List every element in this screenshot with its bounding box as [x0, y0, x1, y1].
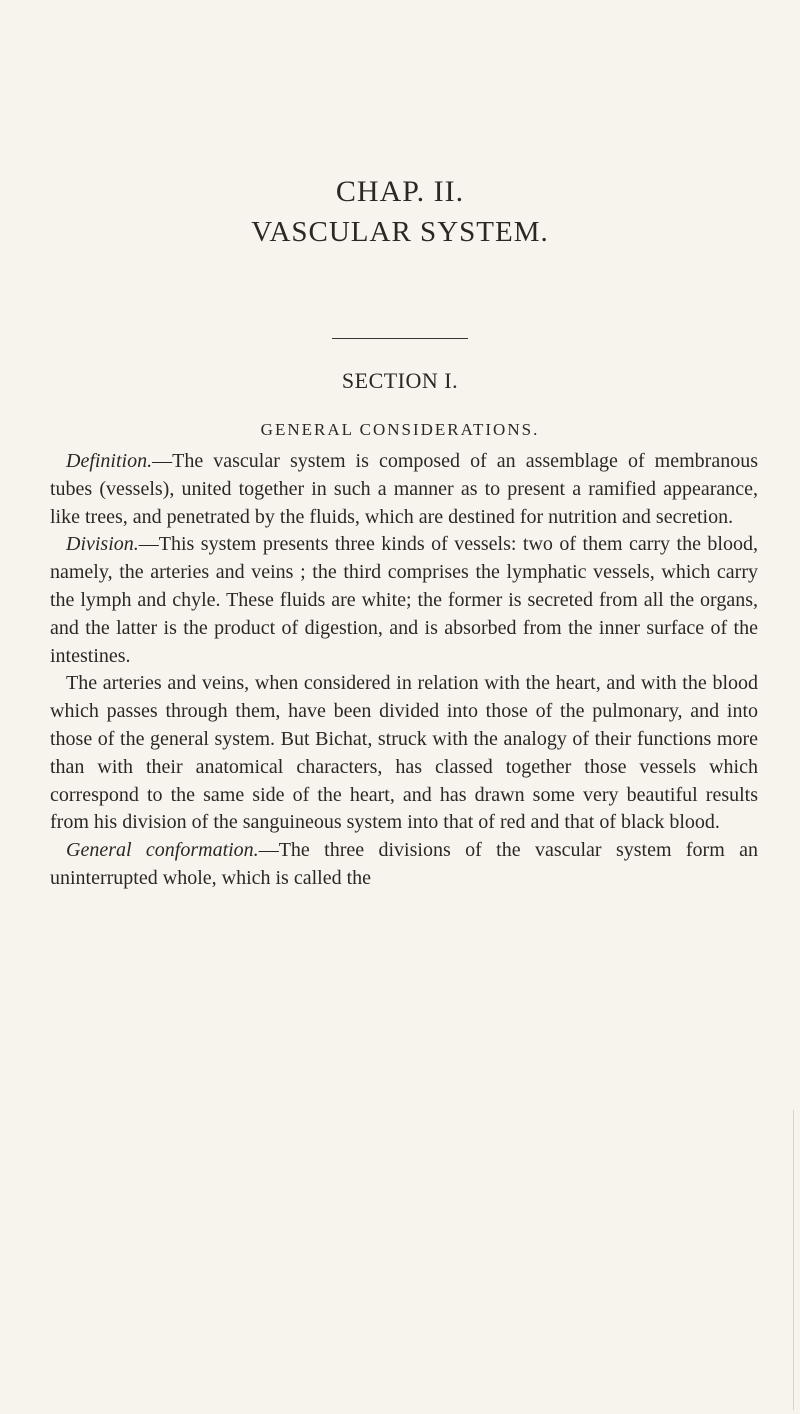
paragraph-heading: Division.	[66, 533, 139, 556]
paragraph-general-conformation	[50, 837, 758, 893]
chapter-heading: CHAP. II.	[335, 175, 465, 208]
paragraph-division	[50, 531, 758, 670]
paragraph-text: —The vascular system is composed of an assemblage of membranous tubes (vessels), united together in such a manner as to present a ramified appearance, like trees, and penetrated by the fluids, which are destined for nutrition and secretion.	[50, 450, 758, 528]
paragraph-arteries-veins	[50, 670, 758, 837]
body-text	[50, 448, 758, 893]
paragraph-text: —This system presents three kinds of vessels: two of them carry the blood, namely, the arteries and veins ; the third comprises the lymphatic vessels, which carry the lymph and chyle. These fluids are white; the former is secreted from all the organs, and the latter is the product of digestion, and is absorbed from the inner surface of the intestines.	[50, 533, 758, 667]
paragraph-text: The arteries and veins, when considered in relation with the heart, and with the blood which passes through them, have been divided into those of the pulmonary, and into those of the general system. But Bichat, struck with the analogy of their functions more than with their anatomical characters, has classed together those vessels which correspond to the same side of the heart, and has drawn some very beautiful results from his division of the sanguineous system into that of red and that of black blood.	[50, 672, 758, 834]
paragraph-text: —The three divisions of the vascular system form an uninterrupted whole, which is called the	[50, 839, 758, 889]
chapter-title: VASCULAR SYSTEM.	[251, 216, 549, 248]
paragraph-heading: General conformation.	[66, 839, 259, 862]
section-heading: SECTION I.	[341, 368, 459, 393]
divider-rule	[332, 338, 468, 339]
paragraph-heading: Definition.	[66, 450, 153, 472]
paragraph-definition	[50, 448, 758, 531]
section-subtitle: GENERAL CONSIDERATIONS.	[260, 420, 540, 439]
page-edge-shadow	[793, 1110, 794, 1410]
